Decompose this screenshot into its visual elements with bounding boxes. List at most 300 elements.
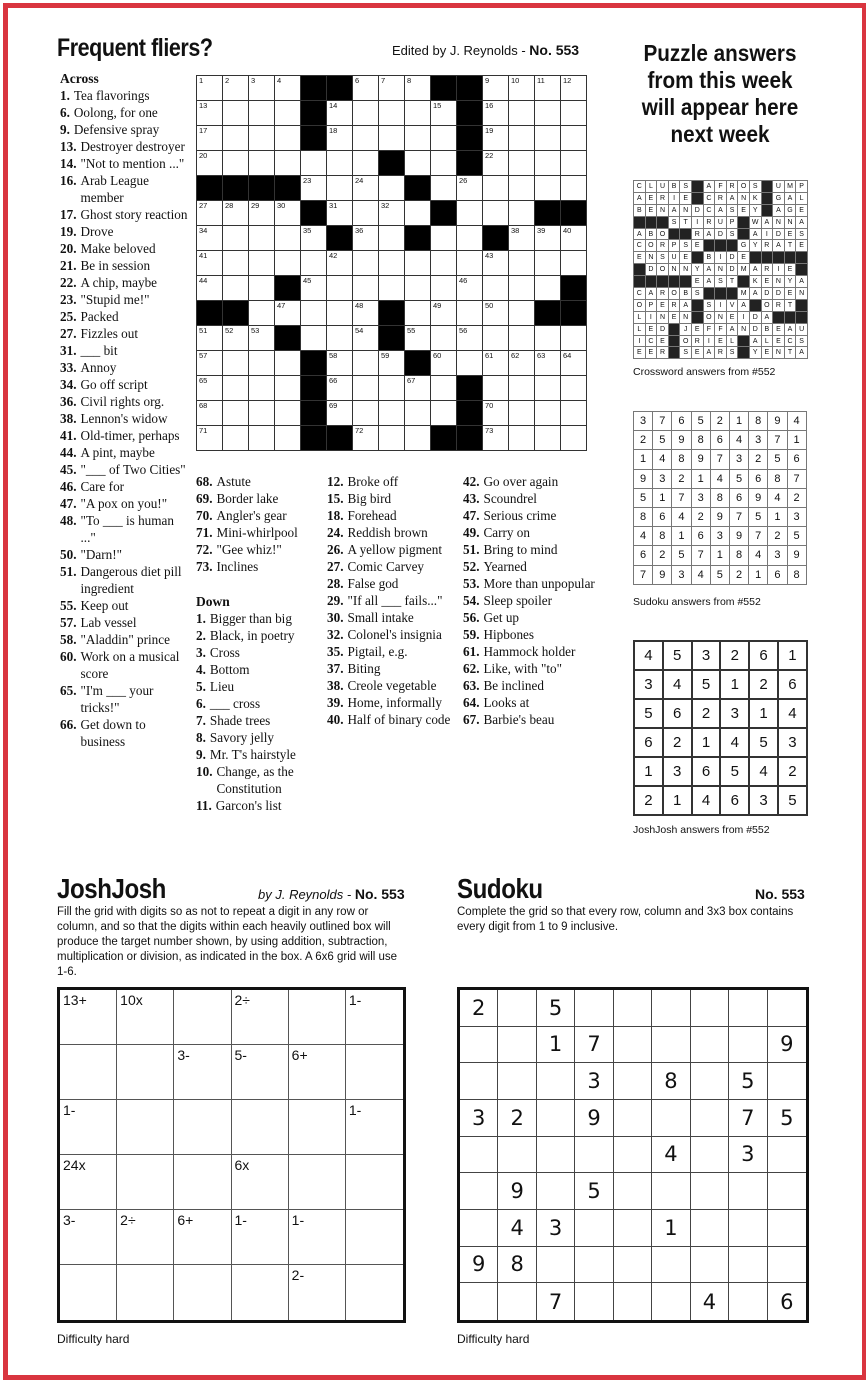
crossword-cell[interactable] <box>301 276 327 301</box>
sudoku-empty-cell[interactable] <box>460 1027 498 1064</box>
joshjosh-cell[interactable] <box>232 1265 289 1320</box>
sudoku-empty-cell[interactable] <box>691 1027 729 1064</box>
crossword-cell[interactable] <box>223 376 249 401</box>
crossword-cell[interactable] <box>483 176 509 201</box>
crossword-cell[interactable] <box>405 426 431 451</box>
crossword-cell[interactable] <box>457 201 483 226</box>
sudoku-empty-cell[interactable] <box>498 1027 536 1064</box>
crossword-cell[interactable] <box>223 251 249 276</box>
joshjosh-cell[interactable] <box>174 1100 231 1155</box>
crossword-cell[interactable] <box>431 101 457 126</box>
crossword-cell[interactable] <box>249 251 275 276</box>
crossword-cell[interactable] <box>223 201 249 226</box>
crossword-cell[interactable] <box>535 276 561 301</box>
sudoku-empty-cell[interactable] <box>729 1283 767 1320</box>
sudoku-empty-cell[interactable] <box>652 1247 690 1284</box>
joshjosh-cell[interactable] <box>117 1100 174 1155</box>
crossword-cell[interactable] <box>223 326 249 351</box>
crossword-cell[interactable] <box>353 126 379 151</box>
crossword-cell[interactable] <box>249 301 275 326</box>
clue-number: 53. <box>463 576 480 591</box>
crossword-cell[interactable] <box>353 326 379 351</box>
answer-letter: O <box>646 240 658 252</box>
crossword-cell[interactable] <box>353 276 379 301</box>
joshjosh-cell[interactable] <box>174 1265 231 1320</box>
crossword-cell[interactable] <box>535 426 561 451</box>
joshjosh-cell[interactable]: 2÷ <box>117 1210 174 1265</box>
sudoku-empty-cell[interactable] <box>691 990 729 1027</box>
crossword-cell[interactable] <box>379 426 405 451</box>
answer-digit: 9 <box>788 546 807 565</box>
sudoku-empty-cell[interactable] <box>537 1100 575 1137</box>
crossword-cell[interactable] <box>223 401 249 426</box>
crossword-cell[interactable] <box>197 351 223 376</box>
sudoku-empty-cell[interactable] <box>537 1247 575 1284</box>
crossword-cell[interactable] <box>379 126 405 151</box>
sudoku-empty-cell[interactable] <box>575 1283 613 1320</box>
crossword-cell[interactable] <box>353 351 379 376</box>
sudoku-empty-cell[interactable] <box>537 1173 575 1210</box>
sudoku-empty-cell[interactable] <box>460 1063 498 1100</box>
sudoku-empty-cell[interactable] <box>575 1137 613 1174</box>
crossword-cell[interactable] <box>509 176 535 201</box>
crossword-cell[interactable] <box>379 401 405 426</box>
crossword-cell[interactable] <box>353 101 379 126</box>
joshjosh-cell[interactable] <box>289 990 346 1045</box>
crossword-cell[interactable] <box>457 226 483 251</box>
sudoku-empty-cell[interactable] <box>691 1063 729 1100</box>
crossword-cell[interactable] <box>223 101 249 126</box>
sudoku-empty-cell[interactable] <box>498 1137 536 1174</box>
crossword-cell[interactable] <box>509 301 535 326</box>
crossword-cell[interactable] <box>457 301 483 326</box>
crossword-cell[interactable] <box>509 426 535 451</box>
crossword-cell[interactable] <box>535 401 561 426</box>
joshjosh-cell[interactable]: 6x <box>232 1155 289 1210</box>
crossword-cell[interactable] <box>457 176 483 201</box>
crossword-cell[interactable] <box>509 151 535 176</box>
joshjosh-cell[interactable] <box>289 1100 346 1155</box>
crossword-cell[interactable] <box>275 426 301 451</box>
crossword-cell[interactable] <box>535 376 561 401</box>
crossword-cell[interactable] <box>301 251 327 276</box>
crossword-cell[interactable] <box>197 401 223 426</box>
crossword-cell[interactable] <box>197 251 223 276</box>
crossword-cell[interactable] <box>249 76 275 101</box>
joshjosh-cell[interactable]: 1- <box>60 1100 117 1155</box>
sudoku-empty-cell[interactable] <box>729 1210 767 1247</box>
joshjosh-cell[interactable]: 2÷ <box>232 990 289 1045</box>
sudoku-empty-cell[interactable] <box>460 1210 498 1247</box>
sudoku-empty-cell[interactable] <box>460 1137 498 1174</box>
sudoku-empty-cell[interactable] <box>691 1173 729 1210</box>
crossword-cell[interactable] <box>405 301 431 326</box>
sudoku-empty-cell[interactable] <box>537 1137 575 1174</box>
crossword-cell[interactable] <box>561 401 587 426</box>
sudoku-empty-cell[interactable] <box>768 1210 806 1247</box>
sudoku-empty-cell[interactable] <box>614 1173 652 1210</box>
crossword-cell[interactable] <box>379 201 405 226</box>
joshjosh-cell[interactable] <box>60 1265 117 1320</box>
crossword-cell[interactable] <box>535 326 561 351</box>
joshjosh-cell[interactable]: 1- <box>346 990 403 1045</box>
joshjosh-cell[interactable] <box>346 1045 403 1100</box>
sudoku-empty-cell[interactable] <box>575 1247 613 1284</box>
sudoku-empty-cell[interactable] <box>729 1247 767 1284</box>
crossword-cell[interactable] <box>431 126 457 151</box>
sudoku-empty-cell[interactable] <box>691 1137 729 1174</box>
crossword-cell[interactable] <box>509 251 535 276</box>
joshjosh-cell[interactable] <box>174 1155 231 1210</box>
crossword-cell[interactable] <box>483 426 509 451</box>
crossword-cell[interactable] <box>483 201 509 226</box>
crossword-cell[interactable] <box>431 251 457 276</box>
crossword-cell[interactable] <box>353 226 379 251</box>
crossword-cell[interactable] <box>275 401 301 426</box>
joshjosh-cell[interactable]: 1- <box>289 1210 346 1265</box>
answer-letter: V <box>727 300 739 312</box>
sudoku-empty-cell[interactable] <box>614 1100 652 1137</box>
answer-letter: S <box>692 288 704 300</box>
black-square <box>379 326 405 351</box>
crossword-cell[interactable] <box>249 151 275 176</box>
crossword-cell[interactable] <box>561 101 587 126</box>
crossword-cell[interactable] <box>249 276 275 301</box>
crossword-cell[interactable] <box>431 151 457 176</box>
crossword-cell[interactable] <box>379 251 405 276</box>
answer-letter: A <box>634 229 646 241</box>
sudoku-empty-cell[interactable] <box>614 990 652 1027</box>
sudoku-empty-cell[interactable] <box>575 1210 613 1247</box>
crossword-cell[interactable] <box>431 301 457 326</box>
joshjosh-cell[interactable]: 5- <box>232 1045 289 1100</box>
sudoku-empty-cell[interactable] <box>460 1283 498 1320</box>
crossword-cell[interactable] <box>483 101 509 126</box>
crossword-cell[interactable] <box>535 76 561 101</box>
crossword-cell[interactable] <box>535 176 561 201</box>
crossword-cell[interactable] <box>405 201 431 226</box>
joshjosh-cell[interactable]: 6+ <box>174 1210 231 1265</box>
sudoku-empty-cell[interactable] <box>729 1173 767 1210</box>
answer-letter: O <box>680 336 692 348</box>
crossword-cell[interactable] <box>249 101 275 126</box>
crossword-cell[interactable] <box>223 76 249 101</box>
crossword-cell[interactable] <box>431 376 457 401</box>
crossword-cell[interactable] <box>561 426 587 451</box>
sudoku-empty-cell[interactable] <box>460 1173 498 1210</box>
crossword-cell[interactable] <box>197 276 223 301</box>
crossword-cell[interactable] <box>535 101 561 126</box>
clue-item <box>196 678 321 695</box>
joshjosh-cell[interactable] <box>117 1045 174 1100</box>
crossword-cell[interactable] <box>535 226 561 251</box>
sudoku-empty-cell[interactable] <box>691 1210 729 1247</box>
crossword-cell[interactable] <box>561 176 587 201</box>
crossword-cell[interactable] <box>249 376 275 401</box>
crossword-cell[interactable] <box>483 301 509 326</box>
crossword-cell[interactable] <box>197 376 223 401</box>
crossword-cell[interactable] <box>223 276 249 301</box>
crossword-cell[interactable] <box>457 276 483 301</box>
sudoku-empty-cell[interactable] <box>498 1063 536 1100</box>
joshjosh-cell[interactable]: 3- <box>174 1045 231 1100</box>
joshjosh-grid <box>57 987 406 1323</box>
sudoku-empty-cell[interactable] <box>768 990 806 1027</box>
crossword-cell[interactable] <box>327 201 353 226</box>
sudoku-empty-cell[interactable] <box>652 1283 690 1320</box>
crossword-cell[interactable] <box>405 101 431 126</box>
crossword-cell[interactable] <box>431 326 457 351</box>
crossword-cell[interactable] <box>197 326 223 351</box>
crossword-cell[interactable] <box>535 351 561 376</box>
joshjosh-cell[interactable]: 6+ <box>289 1045 346 1100</box>
joshjosh-cell[interactable] <box>232 1100 289 1155</box>
sudoku-empty-cell[interactable] <box>614 1210 652 1247</box>
joshjosh-cell[interactable] <box>174 990 231 1045</box>
crossword-cell[interactable] <box>509 401 535 426</box>
sudoku-empty-cell[interactable] <box>768 1173 806 1210</box>
crossword-cell[interactable] <box>379 351 405 376</box>
crossword-cell[interactable] <box>483 401 509 426</box>
crossword-cell[interactable] <box>275 76 301 101</box>
joshjosh-cell[interactable]: 3- <box>60 1210 117 1265</box>
crossword-cell[interactable] <box>249 226 275 251</box>
sudoku-empty-cell[interactable] <box>614 1027 652 1064</box>
crossword-cell[interactable] <box>197 426 223 451</box>
sudoku-empty-cell[interactable] <box>498 990 536 1027</box>
crossword-cell[interactable] <box>327 276 353 301</box>
crossword-cell[interactable] <box>431 401 457 426</box>
crossword-cell[interactable] <box>561 126 587 151</box>
sudoku-empty-cell[interactable] <box>729 990 767 1027</box>
answer-letter: N <box>646 252 658 264</box>
sudoku-empty-cell[interactable] <box>691 1100 729 1137</box>
joshjosh-cell[interactable]: 10x <box>117 990 174 1045</box>
cell-number: 50 <box>485 301 494 310</box>
crossword-cell[interactable] <box>405 326 431 351</box>
crossword-cell[interactable] <box>197 126 223 151</box>
crossword-cell[interactable] <box>509 201 535 226</box>
crossword-cell[interactable] <box>483 351 509 376</box>
joshjosh-cell[interactable] <box>346 1210 403 1265</box>
crossword-cell[interactable] <box>561 76 587 101</box>
crossword-cell[interactable] <box>483 376 509 401</box>
crossword-cell[interactable] <box>249 201 275 226</box>
crossword-cell[interactable] <box>483 276 509 301</box>
crossword-cell[interactable] <box>379 376 405 401</box>
crossword-cell[interactable] <box>509 276 535 301</box>
crossword-cell[interactable] <box>509 351 535 376</box>
sudoku-empty-cell[interactable] <box>691 1247 729 1284</box>
crossword-cell[interactable] <box>405 401 431 426</box>
crossword-cell[interactable] <box>561 351 587 376</box>
joshjosh-cell[interactable]: 1- <box>232 1210 289 1265</box>
crossword-cell[interactable] <box>353 76 379 101</box>
crossword-cell[interactable] <box>509 226 535 251</box>
crossword-cell[interactable] <box>327 401 353 426</box>
crossword-cell[interactable] <box>379 276 405 301</box>
sudoku-empty-cell[interactable] <box>614 1063 652 1100</box>
crossword-cell[interactable] <box>275 251 301 276</box>
sudoku-empty-cell[interactable] <box>575 990 613 1027</box>
clue-text: A yellow pigment <box>347 542 442 557</box>
crossword-cell[interactable] <box>379 176 405 201</box>
sudoku-empty-cell[interactable] <box>614 1247 652 1284</box>
joshjosh-cell[interactable] <box>289 1155 346 1210</box>
sudoku-empty-cell[interactable] <box>498 1283 536 1320</box>
crossword-cell[interactable] <box>431 226 457 251</box>
crossword-cell[interactable] <box>275 101 301 126</box>
answer-letter: O <box>657 229 669 241</box>
crossword-cell[interactable] <box>561 226 587 251</box>
crossword-cell[interactable] <box>275 201 301 226</box>
crossword-cell[interactable] <box>353 251 379 276</box>
joshjosh-cell[interactable]: 1- <box>346 1100 403 1155</box>
answer-digit: 6 <box>749 470 768 489</box>
crossword-cell[interactable] <box>327 251 353 276</box>
answer-digit: 3 <box>730 450 749 469</box>
crossword-cell[interactable] <box>353 401 379 426</box>
sudoku-empty-cell[interactable] <box>768 1137 806 1174</box>
crossword-cell[interactable] <box>561 326 587 351</box>
crossword-cell[interactable] <box>431 351 457 376</box>
sudoku-empty-cell[interactable] <box>614 1283 652 1320</box>
crossword-cell[interactable] <box>483 151 509 176</box>
crossword-cell[interactable] <box>249 426 275 451</box>
crossword-cell[interactable] <box>353 301 379 326</box>
crossword-cell[interactable] <box>535 251 561 276</box>
crossword-cell[interactable] <box>509 101 535 126</box>
crossword-cell[interactable] <box>301 326 327 351</box>
sudoku-empty-cell[interactable] <box>537 1063 575 1100</box>
crossword-cell[interactable] <box>353 151 379 176</box>
crossword-cell[interactable] <box>353 426 379 451</box>
crossword-cell[interactable] <box>509 376 535 401</box>
crossword-cell[interactable] <box>275 351 301 376</box>
crossword-cell[interactable] <box>327 151 353 176</box>
crossword-cell[interactable] <box>197 101 223 126</box>
crossword-cell[interactable] <box>327 101 353 126</box>
crossword-cell[interactable] <box>301 151 327 176</box>
crossword-cell[interactable] <box>379 226 405 251</box>
cell-number: 47 <box>277 301 286 310</box>
crossword-cell[interactable] <box>197 151 223 176</box>
crossword-cell[interactable] <box>327 126 353 151</box>
crossword-cell[interactable] <box>509 126 535 151</box>
crossword-cell[interactable] <box>197 201 223 226</box>
crossword-cell[interactable] <box>405 251 431 276</box>
crossword-cell[interactable] <box>223 426 249 451</box>
crossword-cell[interactable] <box>197 226 223 251</box>
crossword-cell[interactable] <box>327 301 353 326</box>
crossword-cell[interactable] <box>561 376 587 401</box>
answer-letter: E <box>657 336 669 348</box>
crossword-cell[interactable] <box>483 251 509 276</box>
crossword-cell[interactable] <box>353 201 379 226</box>
crossword-cell[interactable] <box>509 76 535 101</box>
sudoku-empty-cell[interactable] <box>652 1173 690 1210</box>
crossword-cell[interactable] <box>249 401 275 426</box>
joshjosh-cell[interactable] <box>60 1045 117 1100</box>
sudoku-empty-cell[interactable] <box>768 1063 806 1100</box>
crossword-cell[interactable] <box>405 376 431 401</box>
crossword-cell[interactable] <box>431 176 457 201</box>
crossword-cell[interactable] <box>561 251 587 276</box>
sudoku-empty-cell[interactable] <box>614 1137 652 1174</box>
crossword-cell[interactable] <box>561 151 587 176</box>
crossword-cell[interactable] <box>249 351 275 376</box>
sudoku-empty-cell[interactable] <box>652 990 690 1027</box>
crossword-cell[interactable] <box>249 326 275 351</box>
crossword-cell[interactable] <box>353 376 379 401</box>
crossword-cell[interactable] <box>327 326 353 351</box>
crossword-cell[interactable] <box>483 126 509 151</box>
crossword-cell[interactable] <box>301 176 327 201</box>
joshjosh-cell[interactable]: 2- <box>289 1265 346 1320</box>
crossword-cell[interactable] <box>483 76 509 101</box>
crossword-cell[interactable] <box>223 351 249 376</box>
joshjosh-cell[interactable]: 24x <box>60 1155 117 1210</box>
crossword-cell[interactable] <box>379 101 405 126</box>
crossword-cell[interactable] <box>327 376 353 401</box>
crossword-cell[interactable] <box>405 151 431 176</box>
sudoku-empty-cell[interactable] <box>768 1247 806 1284</box>
crossword-cell[interactable] <box>249 126 275 151</box>
black-square <box>457 76 483 101</box>
crossword-cell[interactable] <box>405 76 431 101</box>
crossword-cell[interactable] <box>327 351 353 376</box>
crossword-cell[interactable] <box>535 151 561 176</box>
answer-digit: 1 <box>750 700 779 729</box>
crossword-cell[interactable] <box>275 226 301 251</box>
crossword-cell[interactable] <box>223 226 249 251</box>
crossword-cell[interactable] <box>275 376 301 401</box>
crossword-cell[interactable] <box>457 351 483 376</box>
crossword-cell[interactable] <box>457 251 483 276</box>
clue-item <box>463 643 595 660</box>
crossword-cell[interactable] <box>509 326 535 351</box>
answer-black-square <box>715 240 727 252</box>
crossword-cell[interactable] <box>223 126 249 151</box>
sudoku-empty-cell[interactable] <box>729 1027 767 1064</box>
crossword-cell[interactable] <box>405 276 431 301</box>
answer-letter: L <box>727 336 739 348</box>
crossword-cell[interactable] <box>327 176 353 201</box>
crossword-cell[interactable] <box>535 126 561 151</box>
crossword-cell[interactable] <box>379 76 405 101</box>
joshjosh-cell[interactable] <box>117 1265 174 1320</box>
crossword-cell[interactable] <box>275 126 301 151</box>
cell-number: 54 <box>355 326 364 335</box>
crossword-cell[interactable] <box>275 301 301 326</box>
sudoku-empty-cell[interactable] <box>652 1100 690 1137</box>
crossword-cell[interactable] <box>301 226 327 251</box>
crossword-cell[interactable] <box>275 151 301 176</box>
joshjosh-cell[interactable]: 13+ <box>60 990 117 1045</box>
joshjosh-cell[interactable] <box>346 1155 403 1210</box>
crossword-cell[interactable] <box>197 76 223 101</box>
crossword-cell[interactable] <box>405 126 431 151</box>
crossword-cell[interactable] <box>301 301 327 326</box>
crossword-cell[interactable] <box>223 151 249 176</box>
sudoku-empty-cell[interactable] <box>652 1027 690 1064</box>
crossword-cell[interactable] <box>431 276 457 301</box>
crossword-cell[interactable] <box>483 326 509 351</box>
joshjosh-cell[interactable] <box>117 1155 174 1210</box>
joshjosh-cell[interactable] <box>346 1265 403 1320</box>
crossword-cell[interactable] <box>353 176 379 201</box>
crossword-cell[interactable] <box>457 326 483 351</box>
